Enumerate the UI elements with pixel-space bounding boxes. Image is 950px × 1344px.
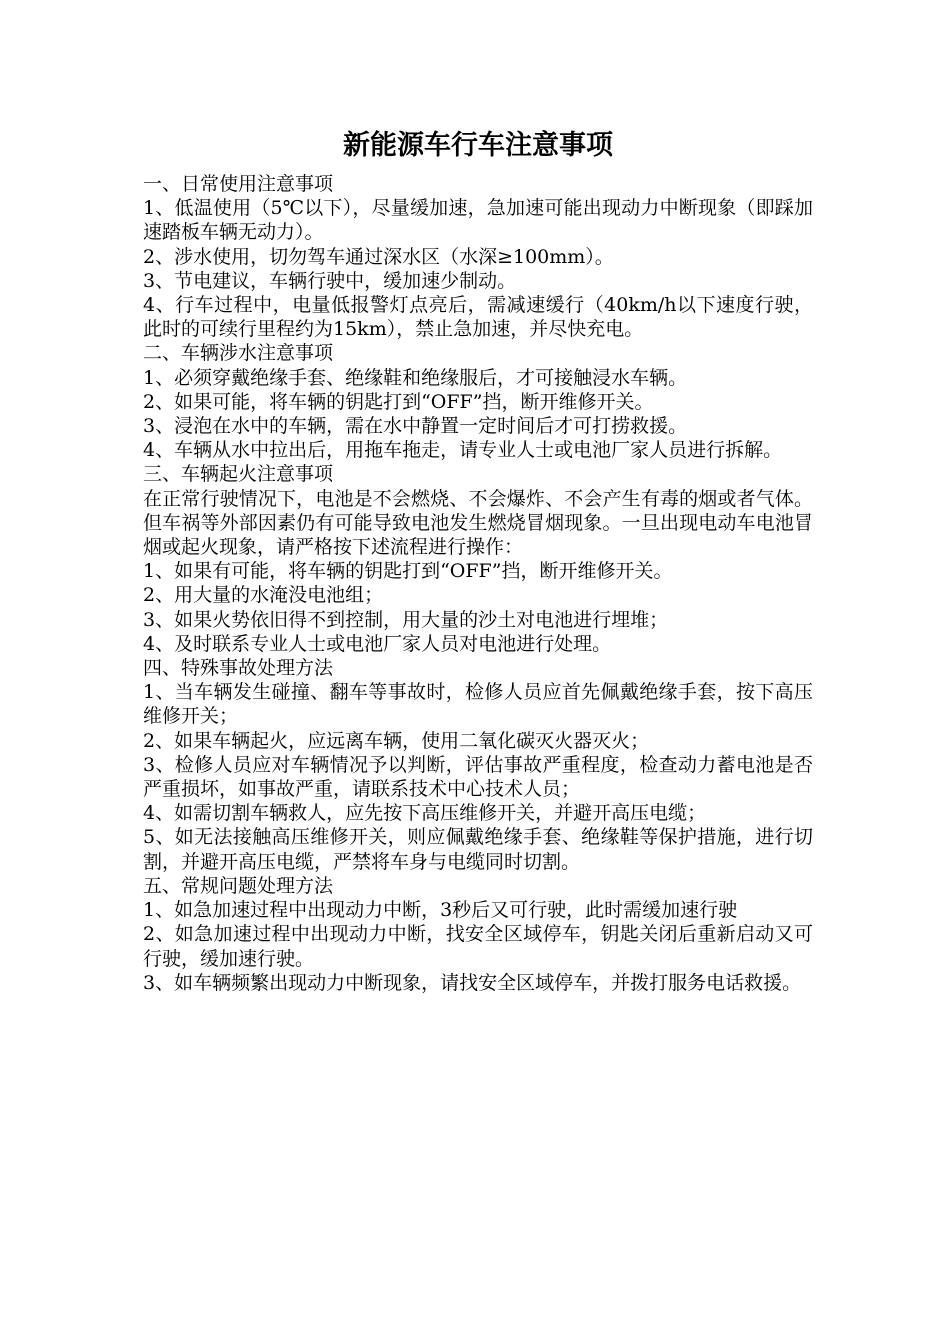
section-paragraph: 3、浸泡在水中的车辆，需在水中静置一定时间后才可打捞救援。: [143, 415, 688, 438]
section-paragraph: 2、如急加速过程中出现动力中断，找安全区域停车，钥匙关闭后重新启动又可行驶，缓加速行驶。: [143, 923, 813, 970]
section-paragraph: 2、如果可能，将车辆的钥匙打到“OFF”挡，断开维修开关。: [143, 390, 654, 413]
document-body: [143, 128, 813, 995]
section-paragraph: 3、检修人员应对车辆情况予以判断，评估事故严重程度，检查动力蓄电池是否严重损坏，如事故严重，请联系技术中心技术人员；: [143, 753, 813, 801]
section-paragraph: 1、当车辆发生碰撞、翻车等事故时，检修人员应首先佩戴绝缘手套，按下高压维修开关；: [143, 681, 813, 728]
section-heading: 三、车辆起火注意事项: [143, 463, 334, 486]
section-heading: 四、特殊事故处理方法: [143, 657, 334, 680]
document-title: 新能源车行车注意事项: [343, 130, 613, 161]
section-paragraph: 1、低温使用（5℃以下），尽量缓加速，急加速可能出现动力中断现象（即踩加速踏板车辆无动力）。: [143, 197, 813, 244]
section-fire: [143, 462, 813, 656]
section-common-problems: [143, 874, 813, 995]
section-paragraph: 1、如果有可能，将车辆的钥匙打到“OFF”挡，断开维修开关。: [143, 560, 673, 583]
section-wading: [143, 341, 813, 462]
section-paragraph: 3、如车辆频繁出现动力中断现象，请找安全区域停车，并拨打服务电话救援。: [143, 971, 802, 994]
section-paragraph: 2、如果车辆起火，应远离车辆，使用二氧化碳灭火器灭火；: [143, 729, 650, 752]
section-daily-use: [143, 172, 813, 341]
section-paragraph: 4、如需切割车辆救人，应先按下高压维修开关，并避开高压电缆；: [143, 802, 707, 825]
section-heading: 一、日常使用注意事项: [143, 173, 334, 195]
section-paragraph: 3、如果火势依旧得不到控制，用大量的沙土对电池进行埋堆；: [143, 608, 669, 631]
section-heading: 二、车辆涉水注意事项: [143, 342, 334, 365]
section-paragraph: 2、涉水使用，切勿驾车通过深水区（水深≥100mm）。: [143, 245, 614, 268]
section-paragraph: 4、及时联系专业人士或电池厂家人员对电池进行处理。: [143, 632, 612, 655]
section-paragraph: 3、节电建议，车辆行驶中，缓加速少制动。: [143, 269, 517, 292]
section-paragraph: 1、必须穿戴绝缘手套、绝缘鞋和绝缘服后，才可接触浸水车辆。: [143, 366, 688, 389]
section-paragraph: 5、如无法接触高压维修开关，则应佩戴绝缘手套、绝缘鞋等保护措施，进行切割，并避开高压电缆，严禁将车身与电缆同时切割。: [143, 826, 813, 873]
section-paragraph: 1、如急加速过程中出现动力中断，3秒后又可行驶，此时需缓加速行驶: [143, 899, 738, 922]
section-special-accidents: [143, 656, 813, 874]
section-paragraph: 4、车辆从水中拉出后，用拖车拖走，请专业人士或电池厂家人员进行拆解。: [143, 439, 783, 462]
section-paragraph: 4、行车过程中，电量低报警灯点亮后，需减速缓行（40km/h以下速度行驶，此时的可续行里程约为15km），禁止急加速，并尽快充电。: [143, 294, 813, 341]
section-paragraph: 2、用大量的水淹没电池组；: [143, 584, 384, 607]
section-heading: 五、常规问题处理方法: [143, 874, 334, 897]
section-paragraph: 在正常行驶情况下，电池是不会燃烧、不会爆炸、不会产生有毒的烟或者气体。但车祸等外部因素仍有可能导致电池发生燃烧冒烟现象。一旦出现电动车电池冒烟或起火现象，请严格按下述流程进行操作：: [143, 487, 813, 559]
